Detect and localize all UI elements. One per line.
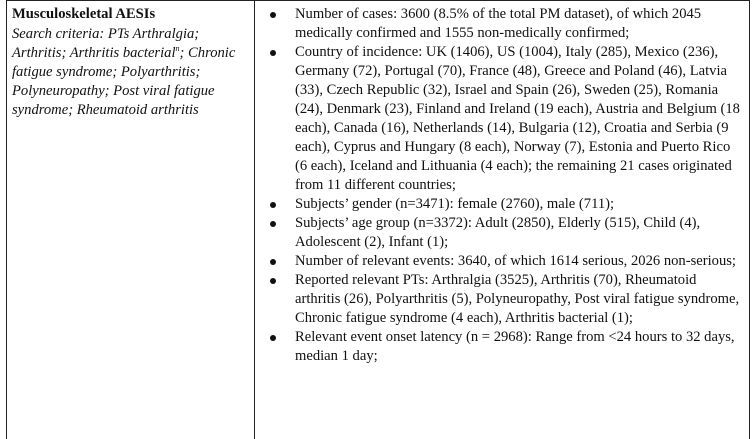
- list-item-text: Subjects’ gender (n=3471): female (2760), male (711);: [295, 196, 615, 212]
- aesi-table: [6, 0, 750, 439]
- bullet-icon: [270, 202, 276, 208]
- search-criteria-text: Search criteria: PTs Arthralgia; Arthritis; Arthritis bacterial: [12, 26, 200, 61]
- bullet-icon: [270, 278, 276, 284]
- bullet-icon: [270, 12, 276, 18]
- search-criteria-rest: ; Chronic fatigue syndrome; Polyarthritis; Polyneuropathy; Post viral fatigue syndrome; Rheumatoid arthritis: [12, 45, 236, 118]
- list-item-text: Country of incidence: UK (1406), US (1004), Italy (285), Mexico (236), Germany (72), Portugal (70), France (48), Greece and Poland (46), Latvia (33), Czech Republic (32), Israel and Spain (26), Sweden (25), Romania (24), Denmark (23), Finland and Ireland (19 each), Austria and Belgium (18 each), Canada (16), Netherlands (14), Bulgaria (12), Croatia and Serbia (9 each), Cyprus and Hungary (8 each), Norway (7), Estonia and Puerto Rico (6 each), Iceland and Lithuania (4 each); the remaining 21 cases originated from 11 different countries;: [295, 44, 740, 193]
- bullet-icon: [270, 335, 276, 341]
- list-item-text: Number of relevant events: 3640, of which 1614 serious, 2026 non-serious;: [295, 253, 736, 269]
- list-item: [255, 43, 745, 195]
- list-item: [255, 195, 745, 214]
- list-item: [255, 252, 745, 271]
- list-item: [255, 271, 745, 328]
- list-item: [255, 214, 745, 252]
- list-item-text: Relevant event onset latency (n = 2968): Range from <24 hours to 32 days, median 1 day;: [295, 329, 735, 364]
- list-item-text: Number of cases: 3600 (8.5% of the total PM dataset), of which 2045 medically confirmed and 1555 non-medically confirmed;: [295, 6, 702, 41]
- list-item: [255, 328, 745, 366]
- bullet-icon: [270, 50, 276, 56]
- bullet-icon: [270, 221, 276, 227]
- list-item: [255, 5, 745, 43]
- footnote-marker: n: [175, 44, 180, 54]
- details-cell: [255, 1, 749, 439]
- details-list: [255, 5, 745, 366]
- category-cell: [7, 1, 255, 439]
- category-heading: Musculoskeletal AESIs: [12, 6, 156, 22]
- list-item-text: Reported relevant PTs: Arthralgia (3525), Arthritis (70), Rheumatoid arthritis (26), Polyarthritis (5), Polyneuropathy, Post viral fatigue syndrome, Chronic fatigue syndrome (4 each), Arthritis bacterial (1);: [295, 272, 740, 326]
- search-criteria: [12, 26, 235, 118]
- list-item-text: Subjects’ age group (n=3372): Adult (2850), Elderly (515), Child (4), Adolescent (2), Infant (1);: [295, 215, 701, 250]
- bullet-icon: [270, 259, 276, 265]
